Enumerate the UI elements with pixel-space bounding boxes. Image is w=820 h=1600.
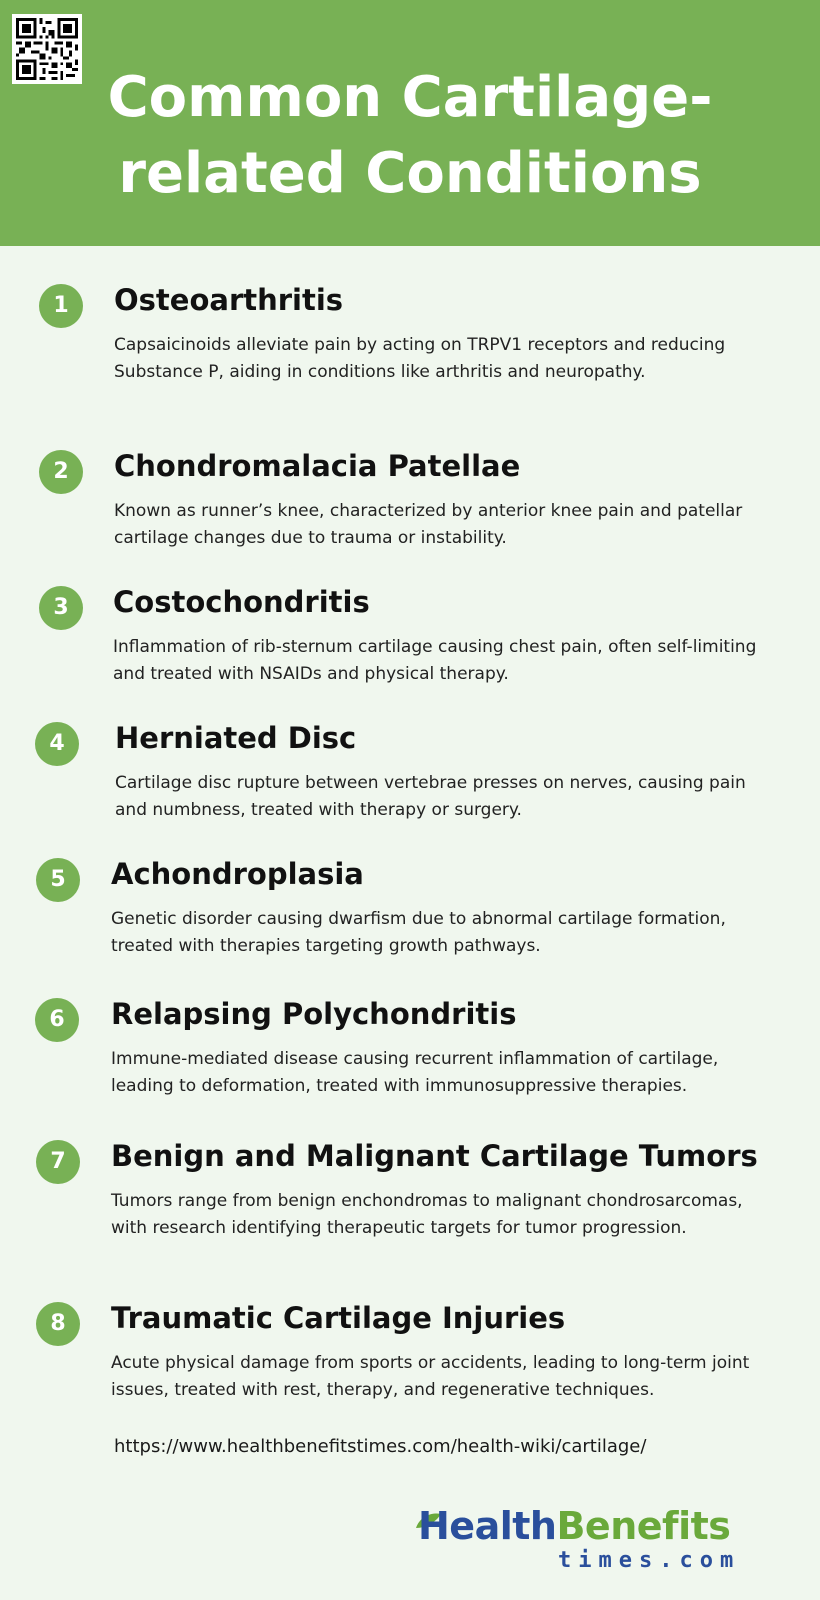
item-title: Herniated Disc (115, 721, 357, 755)
qr-code[interactable] (12, 14, 82, 84)
logo-health-text: Health (418, 1504, 557, 1548)
item-description: Immune-mediated disease causing recurrent inflammation of cartilage, leading to deformation, treated with immunosuppressive therapies. (111, 1049, 719, 1096)
item-description: Cartilage disc rupture between vertebrae presses on nerves, causing pain and numbness, treated with therapy or surgery. (115, 773, 746, 820)
item-title: Achondroplasia (111, 857, 364, 891)
item-title: Benign and Malignant Cartilage Tumors (111, 1139, 758, 1173)
number-badge: 2 (39, 450, 83, 494)
number-badge: 1 (39, 284, 83, 328)
number-badge: 8 (36, 1302, 80, 1346)
item-description: Tumors range from benign enchondromas to malignant chondrosarcomas, with research identifying therapeutic targets for tumor progression. (111, 1191, 743, 1238)
item-description: Inflammation of rib-sternum cartilage causing chest pain, often self-limiting and treated with NSAIDs and physical therapy. (113, 637, 757, 684)
page-title: Common Cartilage-related Conditions (107, 65, 713, 206)
number-badge: 4 (35, 722, 79, 766)
item-description: Genetic disorder causing dwarfism due to abnormal cartilage formation, treated with therapies targeting growth pathways. (111, 909, 726, 956)
item-title: Osteoarthritis (114, 283, 344, 317)
item-title: Relapsing Polychondritis (111, 997, 517, 1031)
item-description: Known as runner’s knee, characterized by anterior knee pain and patellar cartilage changes due to trauma or instability. (114, 501, 743, 548)
logo-benefits-text: Benefits (556, 1504, 731, 1548)
item-title: Traumatic Cartilage Injuries (111, 1301, 566, 1335)
number-badge: 5 (36, 858, 80, 902)
number-badge: 7 (36, 1140, 80, 1184)
header-banner (0, 0, 820, 246)
item-description: Acute physical damage from sports or accidents, leading to long-term joint issues, treated with rest, therapy, and regenerative techniques. (111, 1353, 750, 1400)
source-link[interactable]: https://www.healthbenefitstimes.com/health-wiki/cartilage/ (114, 1436, 647, 1457)
number-badge: 6 (35, 998, 79, 1042)
item-title: Costochondritis (113, 585, 370, 619)
logo-times-text: times.com (558, 1548, 741, 1573)
item-description: Capsaicinoids alleviate pain by acting on TRPV1 receptors and reducing Substance P, aiding in conditions like arthritis and neuropathy. (114, 335, 726, 382)
item-title: Chondromalacia Patellae (114, 449, 521, 483)
health-benefits-times-logo (418, 1504, 758, 1574)
number-badge: 3 (39, 586, 83, 630)
qr-code-icon (16, 18, 78, 80)
